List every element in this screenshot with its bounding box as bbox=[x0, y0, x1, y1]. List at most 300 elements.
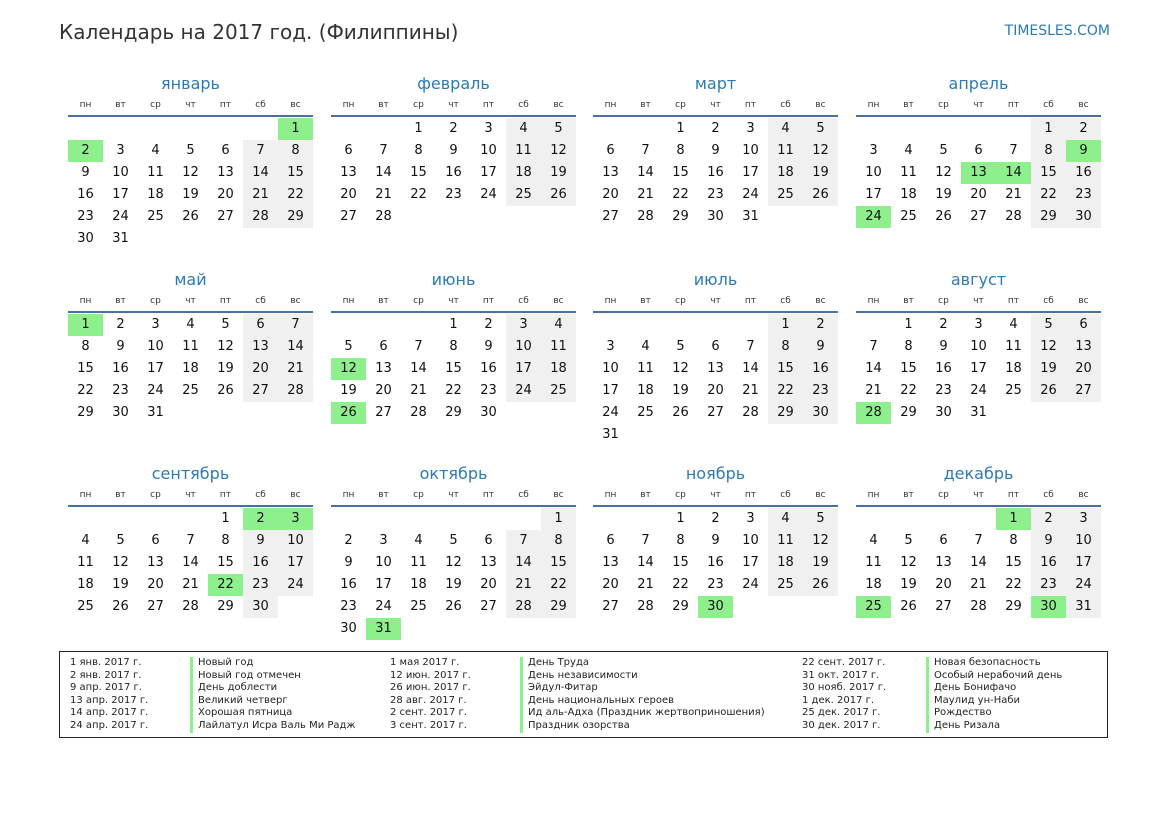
day-cell: 23 bbox=[1066, 184, 1101, 206]
day-cell: 22 bbox=[541, 574, 576, 596]
day-cell: 25 bbox=[541, 380, 576, 402]
day-cell: 29 bbox=[77, 405, 94, 420]
day-cell: 24 bbox=[480, 187, 497, 202]
empty-cell bbox=[856, 314, 891, 336]
day-cell: 27 bbox=[217, 209, 234, 224]
day-cell: 12 bbox=[112, 555, 129, 570]
day-cell: 9 bbox=[344, 555, 353, 570]
day-cell: 25 bbox=[410, 599, 427, 614]
empty-cell bbox=[68, 508, 103, 530]
day-cell: 10 bbox=[865, 165, 882, 180]
holiday-day-cell: 30 bbox=[698, 596, 733, 618]
day-cell: 20 bbox=[707, 383, 724, 398]
empty-cell bbox=[663, 314, 698, 336]
day-cell: 30 bbox=[1066, 206, 1101, 228]
holiday-legend bbox=[59, 651, 1108, 738]
empty-cell bbox=[593, 118, 628, 140]
day-cell: 9 bbox=[484, 339, 493, 354]
day-cell: 31 bbox=[1066, 596, 1101, 618]
day-cell: 6 bbox=[344, 143, 353, 158]
day-cell: 23 bbox=[803, 380, 838, 402]
holiday-day-cell: 24 bbox=[856, 206, 891, 228]
day-cell: 24 bbox=[1066, 574, 1101, 596]
day-cell: 20 bbox=[1066, 358, 1101, 380]
empty-cell bbox=[628, 508, 663, 530]
weekday-label: пн bbox=[342, 296, 355, 306]
month-name: апрель bbox=[948, 74, 1009, 93]
day-cell: 9 bbox=[116, 339, 125, 354]
day-cell: 23 bbox=[340, 599, 357, 614]
day-cell: 10 bbox=[742, 533, 759, 548]
day-cell: 2 bbox=[939, 317, 948, 332]
day-cell: 30 bbox=[480, 405, 497, 420]
day-cell: 5 bbox=[803, 118, 838, 140]
holiday-day-cell: 2 bbox=[243, 508, 278, 530]
weekday-label: чт bbox=[710, 296, 721, 306]
weekday-label: пт bbox=[1007, 100, 1020, 110]
holiday-day-cell: 12 bbox=[331, 358, 366, 380]
empty-cell bbox=[628, 118, 663, 140]
legend-date: 3 сент. 2017 г. bbox=[390, 719, 467, 731]
holiday-day-cell: 9 bbox=[1066, 140, 1101, 162]
holiday-day-cell: 26 bbox=[331, 402, 366, 424]
legend-holiday-name: День национальных героев bbox=[520, 695, 765, 708]
day-cell: 17 bbox=[278, 552, 313, 574]
weekday-label: ср bbox=[675, 296, 686, 306]
holiday-day-cell: 1 bbox=[996, 508, 1031, 530]
day-cell: 17 bbox=[970, 361, 987, 376]
day-cell: 8 bbox=[1009, 533, 1018, 548]
month-name: август bbox=[950, 270, 1007, 289]
day-cell: 18 bbox=[541, 358, 576, 380]
day-cell: 28 bbox=[243, 206, 278, 228]
day-cell: 16 bbox=[707, 165, 724, 180]
weekday-label: ср bbox=[675, 490, 686, 500]
day-cell: 10 bbox=[375, 555, 392, 570]
weekday-label: вс bbox=[290, 296, 301, 306]
day-cell: 22 bbox=[1005, 577, 1022, 592]
weekday-label: вт bbox=[640, 100, 651, 110]
day-cell: 7 bbox=[641, 533, 650, 548]
month-name: февраль bbox=[417, 74, 490, 93]
weekday-label: чт bbox=[710, 490, 721, 500]
month-block bbox=[593, 463, 838, 618]
day-cell: 21 bbox=[637, 187, 654, 202]
day-cell: 23 bbox=[707, 187, 724, 202]
empty-cell bbox=[628, 314, 663, 336]
day-cell: 27 bbox=[602, 599, 619, 614]
day-cell: 6 bbox=[974, 143, 983, 158]
day-cell: 21 bbox=[970, 577, 987, 592]
day-cell: 23 bbox=[480, 383, 497, 398]
weekday-label: чт bbox=[185, 490, 196, 500]
page-title: Календарь на 2017 год. (Филиппины) bbox=[59, 20, 459, 44]
legend-date: 14 апр. 2017 г. bbox=[70, 707, 149, 719]
day-cell: 24 bbox=[742, 577, 759, 592]
day-cell: 9 bbox=[81, 165, 90, 180]
day-cell: 28 bbox=[410, 405, 427, 420]
day-cell: 12 bbox=[541, 140, 576, 162]
day-cell: 26 bbox=[112, 599, 129, 614]
day-cell: 25 bbox=[900, 209, 917, 224]
day-cell: 9 bbox=[449, 143, 458, 158]
legend-holiday-name: Праздник озорства bbox=[520, 720, 765, 733]
day-cell: 5 bbox=[186, 143, 195, 158]
day-cell: 10 bbox=[506, 336, 541, 358]
day-cell: 1 bbox=[904, 317, 913, 332]
weekday-label: сб bbox=[1043, 296, 1054, 306]
weekday-label: ср bbox=[150, 296, 161, 306]
legend-date: 12 июн. 2017 г. bbox=[390, 669, 471, 681]
day-cell: 8 bbox=[676, 533, 685, 548]
weekday-label: пт bbox=[219, 100, 232, 110]
day-cell: 8 bbox=[904, 339, 913, 354]
day-cell: 14 bbox=[742, 361, 759, 376]
day-cell: 13 bbox=[707, 361, 724, 376]
month-block bbox=[856, 73, 1101, 228]
day-cell: 26 bbox=[672, 405, 689, 420]
month-block bbox=[856, 269, 1101, 424]
day-cell: 28 bbox=[637, 599, 654, 614]
empty-cell bbox=[173, 508, 208, 530]
day-cell: 26 bbox=[803, 574, 838, 596]
weekday-header bbox=[593, 95, 838, 117]
day-cell: 15 bbox=[900, 361, 917, 376]
day-cell: 3 bbox=[974, 317, 983, 332]
day-cell: 6 bbox=[606, 533, 615, 548]
holiday-day-cell: 3 bbox=[278, 508, 313, 530]
day-cell: 7 bbox=[414, 339, 423, 354]
empty-cell bbox=[891, 508, 926, 530]
legend-name-column bbox=[926, 657, 1062, 733]
day-cell: 18 bbox=[865, 577, 882, 592]
day-cell: 24 bbox=[278, 574, 313, 596]
weekday-label: вт bbox=[903, 490, 914, 500]
empty-cell bbox=[593, 508, 628, 530]
day-cell: 13 bbox=[375, 361, 392, 376]
day-cell: 22 bbox=[278, 184, 313, 206]
day-cell: 14 bbox=[182, 555, 199, 570]
day-cell: 2 bbox=[344, 533, 353, 548]
day-grid bbox=[331, 508, 576, 640]
weekday-label: сб bbox=[780, 490, 791, 500]
holiday-day-cell: 13 bbox=[961, 162, 996, 184]
weekday-label: вт bbox=[378, 100, 389, 110]
day-cell: 25 bbox=[506, 184, 541, 206]
weekday-label: вт bbox=[903, 296, 914, 306]
weekday-label: ср bbox=[938, 100, 949, 110]
weekday-label: вс bbox=[815, 100, 826, 110]
weekday-label: вт bbox=[115, 100, 126, 110]
day-cell: 7 bbox=[243, 140, 278, 162]
weekday-label: сб bbox=[780, 100, 791, 110]
day-cell: 26 bbox=[1031, 380, 1066, 402]
day-cell: 16 bbox=[243, 552, 278, 574]
day-cell: 2 bbox=[711, 511, 720, 526]
empty-cell bbox=[331, 508, 366, 530]
legend-date: 30 нояб. 2017 г. bbox=[802, 682, 887, 694]
day-cell: 26 bbox=[217, 383, 234, 398]
day-cell: 3 bbox=[379, 533, 388, 548]
day-cell: 26 bbox=[541, 184, 576, 206]
day-cell: 25 bbox=[182, 383, 199, 398]
day-cell: 21 bbox=[506, 574, 541, 596]
day-cell: 18 bbox=[147, 187, 164, 202]
day-cell: 20 bbox=[935, 577, 952, 592]
day-cell: 13 bbox=[340, 165, 357, 180]
day-cell: 22 bbox=[1031, 184, 1066, 206]
month-name: июнь bbox=[431, 270, 476, 289]
day-cell: 6 bbox=[484, 533, 493, 548]
day-grid bbox=[68, 508, 313, 618]
weekday-label: чт bbox=[973, 100, 984, 110]
weekday-header bbox=[856, 485, 1101, 507]
day-cell: 4 bbox=[541, 314, 576, 336]
day-cell: 25 bbox=[77, 599, 94, 614]
empty-cell bbox=[401, 314, 436, 336]
day-cell: 18 bbox=[900, 187, 917, 202]
legend-holiday-name: День доблести bbox=[190, 682, 355, 695]
day-cell: 5 bbox=[541, 118, 576, 140]
weekday-label: пн bbox=[604, 490, 617, 500]
day-cell: 13 bbox=[147, 555, 164, 570]
legend-holiday-name: Рождество bbox=[926, 707, 1062, 720]
day-cell: 14 bbox=[243, 162, 278, 184]
day-cell: 20 bbox=[147, 577, 164, 592]
day-cell: 14 bbox=[637, 555, 654, 570]
day-cell: 2 bbox=[449, 121, 458, 136]
day-cell: 5 bbox=[449, 533, 458, 548]
day-cell: 18 bbox=[1005, 361, 1022, 376]
weekday-label: пн bbox=[604, 296, 617, 306]
day-cell: 29 bbox=[672, 209, 689, 224]
month-block bbox=[593, 269, 838, 446]
empty-cell bbox=[891, 118, 926, 140]
day-cell: 25 bbox=[768, 184, 803, 206]
day-cell: 7 bbox=[278, 314, 313, 336]
day-cell: 31 bbox=[112, 231, 129, 246]
day-cell: 27 bbox=[147, 599, 164, 614]
day-cell: 14 bbox=[637, 165, 654, 180]
weekday-label: вс bbox=[1078, 296, 1089, 306]
day-cell: 16 bbox=[445, 165, 462, 180]
holiday-day-cell: 31 bbox=[366, 618, 401, 640]
day-cell: 12 bbox=[803, 140, 838, 162]
legend-holiday-name: День Бонифачо bbox=[926, 682, 1062, 695]
month-block bbox=[331, 73, 576, 228]
day-cell: 25 bbox=[768, 574, 803, 596]
weekday-label: пт bbox=[482, 490, 495, 500]
empty-cell bbox=[68, 118, 103, 140]
day-cell: 26 bbox=[900, 599, 917, 614]
legend-date: 26 июн. 2017 г. bbox=[390, 682, 471, 694]
day-cell: 10 bbox=[970, 339, 987, 354]
weekday-label: ср bbox=[413, 296, 424, 306]
day-cell: 4 bbox=[81, 533, 90, 548]
day-cell: 6 bbox=[606, 143, 615, 158]
day-cell: 23 bbox=[112, 383, 129, 398]
empty-cell bbox=[401, 508, 436, 530]
legend-date: 25 дек. 2017 г. bbox=[802, 707, 881, 719]
day-cell: 28 bbox=[637, 209, 654, 224]
day-cell: 22 bbox=[445, 383, 462, 398]
day-cell: 7 bbox=[1009, 143, 1018, 158]
day-cell: 4 bbox=[641, 339, 650, 354]
weekday-label: вс bbox=[553, 296, 564, 306]
day-cell: 8 bbox=[1031, 140, 1066, 162]
day-cell: 18 bbox=[768, 162, 803, 184]
weekday-label: пн bbox=[604, 100, 617, 110]
day-cell: 12 bbox=[445, 555, 462, 570]
day-cell: 11 bbox=[147, 165, 164, 180]
day-cell: 27 bbox=[707, 405, 724, 420]
day-cell: 9 bbox=[1031, 530, 1066, 552]
holiday-day-cell: 30 bbox=[1031, 596, 1066, 618]
legend-date: 9 апр. 2017 г. bbox=[70, 682, 142, 694]
day-cell: 8 bbox=[768, 336, 803, 358]
legend-date: 30 дек. 2017 г. bbox=[802, 719, 881, 731]
weekday-label: пт bbox=[1007, 296, 1020, 306]
month-name: январь bbox=[161, 74, 220, 93]
day-cell: 21 bbox=[637, 577, 654, 592]
weekday-label: чт bbox=[185, 100, 196, 110]
legend-date-column bbox=[70, 657, 148, 733]
day-cell: 8 bbox=[221, 533, 230, 548]
day-cell: 20 bbox=[375, 383, 392, 398]
day-cell: 6 bbox=[939, 533, 948, 548]
month-block bbox=[68, 463, 313, 618]
day-cell: 27 bbox=[375, 405, 392, 420]
day-cell: 23 bbox=[77, 209, 94, 224]
weekday-label: пт bbox=[744, 100, 757, 110]
legend-holiday-name: День Труда bbox=[520, 657, 765, 670]
weekday-label: чт bbox=[973, 296, 984, 306]
empty-cell bbox=[138, 118, 173, 140]
empty-cell bbox=[471, 508, 506, 530]
weekday-label: пт bbox=[744, 490, 757, 500]
day-cell: 29 bbox=[1031, 206, 1066, 228]
day-cell: 15 bbox=[1031, 162, 1066, 184]
day-cell: 5 bbox=[803, 508, 838, 530]
day-cell: 7 bbox=[641, 143, 650, 158]
weekday-label: ср bbox=[150, 490, 161, 500]
weekday-label: вс bbox=[553, 490, 564, 500]
day-cell: 30 bbox=[935, 405, 952, 420]
weekday-label: сб bbox=[255, 296, 266, 306]
day-grid bbox=[856, 118, 1101, 228]
day-cell: 28 bbox=[506, 596, 541, 618]
day-cell: 24 bbox=[112, 209, 129, 224]
legend-date: 1 мая 2017 г. bbox=[390, 657, 460, 668]
day-cell: 21 bbox=[410, 383, 427, 398]
day-cell: 3 bbox=[746, 121, 755, 136]
day-cell: 1 bbox=[414, 121, 423, 136]
day-cell: 11 bbox=[637, 361, 654, 376]
day-cell: 24 bbox=[742, 187, 759, 202]
weekday-label: вс bbox=[1078, 100, 1089, 110]
day-cell: 30 bbox=[243, 596, 278, 618]
day-cell: 17 bbox=[742, 555, 759, 570]
empty-cell bbox=[593, 314, 628, 336]
day-cell: 18 bbox=[182, 361, 199, 376]
legend-holiday-name: Великий четверг bbox=[190, 695, 355, 708]
day-cell: 10 bbox=[480, 143, 497, 158]
day-cell: 29 bbox=[672, 599, 689, 614]
weekday-label: вс bbox=[815, 490, 826, 500]
day-cell: 27 bbox=[340, 209, 357, 224]
weekday-label: вс bbox=[553, 100, 564, 110]
day-cell: 22 bbox=[672, 577, 689, 592]
day-cell: 22 bbox=[77, 383, 94, 398]
weekday-label: пн bbox=[867, 296, 880, 306]
day-cell: 10 bbox=[1066, 530, 1101, 552]
weekday-label: чт bbox=[710, 100, 721, 110]
day-cell: 26 bbox=[803, 184, 838, 206]
day-cell: 11 bbox=[77, 555, 94, 570]
site-link[interactable]: TIMESLES.COM bbox=[1004, 23, 1110, 39]
day-cell: 13 bbox=[1066, 336, 1101, 358]
empty-cell bbox=[436, 508, 471, 530]
day-cell: 5 bbox=[344, 339, 353, 354]
weekday-label: пт bbox=[1007, 490, 1020, 500]
day-cell: 16 bbox=[1066, 162, 1101, 184]
day-cell: 30 bbox=[340, 621, 357, 636]
day-cell: 28 bbox=[182, 599, 199, 614]
day-cell: 7 bbox=[379, 143, 388, 158]
day-cell: 29 bbox=[217, 599, 234, 614]
empty-cell bbox=[331, 118, 366, 140]
day-cell: 15 bbox=[1005, 555, 1022, 570]
empty-cell bbox=[506, 508, 541, 530]
day-cell: 14 bbox=[506, 552, 541, 574]
day-cell: 6 bbox=[221, 143, 230, 158]
day-cell: 26 bbox=[182, 209, 199, 224]
day-cell: 10 bbox=[602, 361, 619, 376]
day-cell: 31 bbox=[742, 209, 759, 224]
weekday-label: ср bbox=[938, 490, 949, 500]
legend-holiday-name: Хорошая пятница bbox=[190, 707, 355, 720]
day-cell: 15 bbox=[445, 361, 462, 376]
month-block bbox=[68, 73, 313, 250]
day-cell: 6 bbox=[1066, 314, 1101, 336]
day-cell: 24 bbox=[506, 380, 541, 402]
day-cell: 14 bbox=[865, 361, 882, 376]
empty-cell bbox=[856, 118, 891, 140]
day-cell: 4 bbox=[506, 118, 541, 140]
day-cell: 15 bbox=[768, 358, 803, 380]
day-cell: 20 bbox=[602, 187, 619, 202]
day-cell: 3 bbox=[116, 143, 125, 158]
day-cell: 2 bbox=[711, 121, 720, 136]
weekday-label: пт bbox=[744, 296, 757, 306]
legend-date: 2 янв. 2017 г. bbox=[70, 669, 142, 681]
weekday-label: ср bbox=[150, 100, 161, 110]
day-cell: 17 bbox=[147, 361, 164, 376]
day-cell: 13 bbox=[935, 555, 952, 570]
day-cell: 21 bbox=[375, 187, 392, 202]
empty-cell bbox=[366, 118, 401, 140]
day-cell: 3 bbox=[606, 339, 615, 354]
empty-cell bbox=[961, 118, 996, 140]
day-cell: 27 bbox=[243, 380, 278, 402]
day-cell: 15 bbox=[217, 555, 234, 570]
day-cell: 2 bbox=[116, 317, 125, 332]
day-cell: 18 bbox=[637, 383, 654, 398]
day-cell: 25 bbox=[1005, 383, 1022, 398]
weekday-label: вт bbox=[378, 296, 389, 306]
day-cell: 1 bbox=[676, 121, 685, 136]
empty-cell bbox=[138, 508, 173, 530]
